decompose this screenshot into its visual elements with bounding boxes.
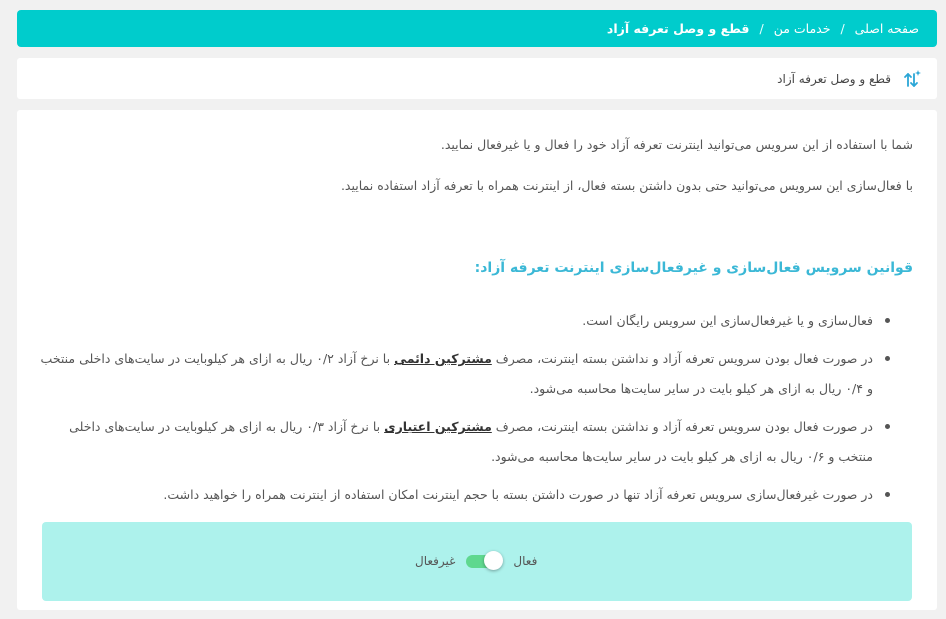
permanent-subscribers-emphasis: مشترکین دائمی <box>394 351 492 366</box>
breadcrumb <box>17 10 937 47</box>
rules-list <box>38 306 873 518</box>
rule-text: در صورت فعال بودن سرویس تعرفه آزاد و نداشتن بسته اینترنت، مصرف <box>491 419 873 434</box>
intro-paragraph: با فعال‌سازی این سرویس می‌توانید حتی بدون داشتن بسته فعال، از اینترنت همراه با تعرفه آزاد استفاده نمایید. <box>340 178 913 193</box>
intro-paragraph: شما با استفاده از این سرویس می‌توانید اینترنت تعرفه آزاد خود را فعال و یا غیرفعال نمایید. <box>440 137 913 152</box>
rule-text: با نرخ آزاد ۰/۳ ریال به ازای هر کیلوبایت در سایت‌های داخلی منتخب و ۰/۶ ریال به ازای هر کیلو بایت در سایر سایت‌ها محاسبه می‌شود. <box>69 419 873 464</box>
breadcrumb-current: قطع و وصل تعرفه آزاد <box>606 21 750 36</box>
rule-item <box>38 306 873 336</box>
rule-text: در صورت غیرفعال‌سازی سرویس تعرفه آزاد تنها در صورت داشتن بسته با حجم اینترنت امکان استفاده از اینترنت همراه را خواهید داشت. <box>163 487 873 502</box>
breadcrumb-services-link[interactable]: خدمات من <box>773 21 831 36</box>
prepaid-subscribers-emphasis: مشترکین اعتباری <box>384 419 492 434</box>
page-title: قطع و وصل تعرفه آزاد <box>777 71 891 86</box>
toggle-knob[interactable] <box>484 551 503 570</box>
breadcrumb-home-link[interactable]: صفحه اصلی <box>854 21 919 36</box>
rule-item <box>38 412 873 472</box>
rules-title: قوانین سرویس فعال‌سازی و غیرفعال‌سازی اینترنت تعرفه آزاد: <box>474 260 913 276</box>
rule-item <box>38 344 873 404</box>
rule-text: فعال‌سازی و یا غیرفعال‌سازی این سرویس رایگان است. <box>582 313 873 328</box>
inactive-label: غیرفعال <box>415 554 456 568</box>
sort-sparkle-icon <box>901 68 923 90</box>
breadcrumb-separator: / <box>759 21 764 36</box>
rule-item <box>38 480 873 510</box>
content-card <box>17 110 937 610</box>
page-title-bar <box>17 58 937 99</box>
breadcrumb-separator: / <box>840 21 845 36</box>
activation-toggle-switch[interactable] <box>466 553 502 569</box>
toggle-panel <box>42 522 912 601</box>
active-label: فعال <box>513 554 538 568</box>
rule-text: در صورت فعال بودن سرویس تعرفه آزاد و نداشتن بسته اینترنت، مصرف <box>491 351 873 366</box>
toggle-group <box>415 553 537 569</box>
rule-text: با نرخ آزاد ۰/۲ ریال به ازای هر کیلوبایت در سایت‌های داخلی منتخب و ۰/۴ ریال به ازای هر کیلو بایت در سایر سایت‌ها محاسبه می‌شود. <box>40 351 873 396</box>
